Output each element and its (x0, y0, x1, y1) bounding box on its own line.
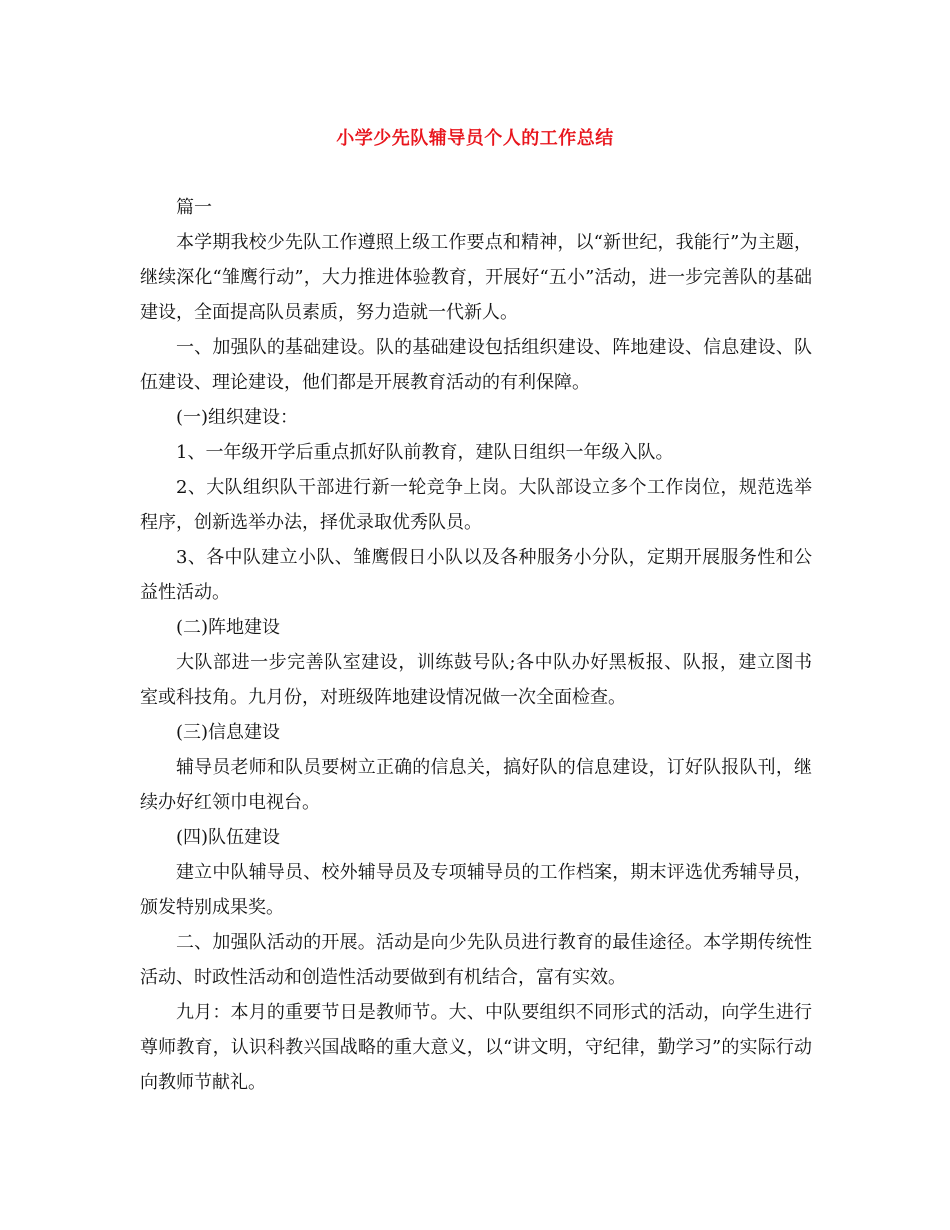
list-item: 1、一年级开学后重点抓好队前教育，建队日组织一年级入队。 (176, 442, 674, 463)
paragraph: 建立中队辅导员、校外辅导员及专项辅导员的工作档案，期末评选优秀辅导员，颁发特别成果奖。 (140, 862, 812, 918)
paragraph: 一、加强队的基础建设。队的基础建设包括组织建设、阵地建设、信息建设、队伍建设、理论建设，他们都是开展教育活动的有利保障。 (140, 337, 812, 393)
paragraph: 九月：本月的重要节日是教师节。大、中队要组织不同形式的活动，向学生进行尊师教育，认识科教兴国战略的重大意义，以“讲文明，守纪律，勤学习”的实际行动向教师节献礼。 (140, 1002, 812, 1093)
document-body (140, 190, 812, 1100)
document-title: 小学少先队辅导员个人的工作总结 (336, 128, 614, 149)
list-item: 2、大队组织队干部进行新一轮竞争上岗。大队部设立多个工作岗位，规范选举程序，创新选举办法，择优录取优秀队员。 (140, 477, 812, 533)
subheading: (三)信息建设 (176, 722, 281, 743)
paragraph: 本学期我校少先队工作遵照上级工作要点和精神，以“新世纪，我能行”为主题，继续深化“雏鹰行动”，大力推进体验教育，开展好“五小”活动，进一步完善队的基础建设，全面提高队员素质，努力造就一代新人。 (140, 232, 812, 323)
subheading: (四)队伍建设 (176, 827, 281, 848)
section-heading: 篇一 (176, 197, 212, 218)
subheading: (二)阵地建设 (176, 617, 281, 638)
subheading: (一)组织建设： (176, 407, 299, 428)
paragraph: 大队部进一步完善队室建设，训练鼓号队;各中队办好黑板报、队报，建立图书室或科技角。九月份，对班级阵地建设情况做一次全面检查。 (140, 652, 812, 708)
paragraph: 二、加强队活动的开展。活动是向少先队员进行教育的最佳途径。本学期传统性活动、时政性活动和创造性活动要做到有机结合，富有实效。 (140, 932, 812, 988)
paragraph: 辅导员老师和队员要树立正确的信息关，搞好队的信息建设，订好队报队刊，继续办好红领巾电视台。 (140, 757, 812, 813)
list-item: 3、各中队建立小队、雏鹰假日小队以及各种服务小分队，定期开展服务性和公益性活动。 (140, 547, 812, 603)
